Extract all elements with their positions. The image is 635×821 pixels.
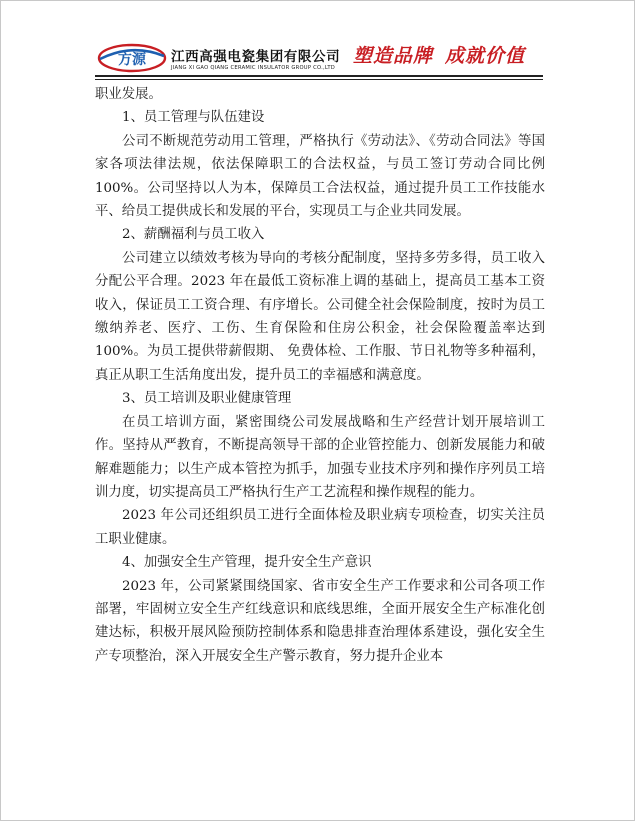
slogan-part-1: 塑造品牌 bbox=[353, 45, 434, 67]
slogan-part-2: 成就价值 bbox=[445, 45, 526, 67]
paragraph-continuation: 职业发展。 bbox=[95, 87, 162, 102]
paragraph-2: 公司建立以绩效考核为导向的考核分配制度，坚持多劳多得，员工收入分配公平合理。2023 年在最低工资标准上调的基础上，提高员工基本工资收入，保证员工工资合理、有序增长。公司健全社会保险制度，按时为员工缴纳养老、医疗、工伤、生育保险和住房公积金，社会保险覆盖率达到 100%。为员工提供带薪假期、 免费体检、工作服、节日礼物等多种福利，真正从职工生活角度出发，提升员工的幸福感和满意度。 bbox=[95, 250, 545, 383]
document-body bbox=[95, 83, 545, 668]
section-heading-4: 4、加强安全生产管理，提升安全生产意识 bbox=[122, 555, 372, 571]
slogan bbox=[353, 41, 525, 68]
company-name-cn: 江西高强电瓷集团有限公司 bbox=[171, 49, 341, 65]
section-heading-1: 1、员工管理与队伍建设 bbox=[122, 110, 265, 126]
header-rule-thin bbox=[95, 79, 543, 80]
paragraph-3: 在员工培训方面，紧密围绕公司发展战略和生产经营计划开展培训工作。坚持从严教育，不断提高领导干部的企业管控能力、创新发展能力和破解难题能力；以生产成本管控为抓手，加强专业技术序列和操作序列员工培训力度，切实提高员工严格执行生产工艺流程和操作规程的能力。 bbox=[95, 414, 545, 500]
paragraph-1: 公司不断规范劳动用工管理，严格执行《劳动法》、《劳动合同法》等国家各项法律法规，依法保障职工的合法权益，与员工签订劳动合同比例 100%。公司坚持以人为本，保障员工合法权益，通过提升员工工作技能水平、给员工提供成长和发展的平台，实现员工与企业共同发展。 bbox=[95, 133, 545, 220]
logo-text: 方源 bbox=[118, 52, 146, 68]
section-heading-2: 2、薪酬福利与员工收入 bbox=[122, 227, 265, 243]
company-logo bbox=[97, 43, 167, 73]
paragraph-4: 2023 年公司还组织员工进行全面体检及职业病专项检查，切实关注员工职业健康。 bbox=[95, 508, 545, 547]
header-rule-thick bbox=[95, 75, 543, 77]
letterhead bbox=[1, 1, 634, 81]
company-name-en: JIANG XI GAO QIANG CERAMIC INSULATOR GROUP CO.,LTD bbox=[171, 65, 336, 71]
paragraph-5: 2023 年，公司紧紧围绕国家、省市安全生产工作要求和公司各项工作部署，牢固树立安全生产红线意识和底线思维，全面开展安全生产标准化创建达标，积极开展风险预防控制体系和隐患排查治理体系建设，强化安全生产专项整治，深入开展安全生产警示教育，努力提升企业本 bbox=[95, 578, 545, 664]
section-heading-3: 3、员工培训及职业健康管理 bbox=[122, 391, 292, 407]
